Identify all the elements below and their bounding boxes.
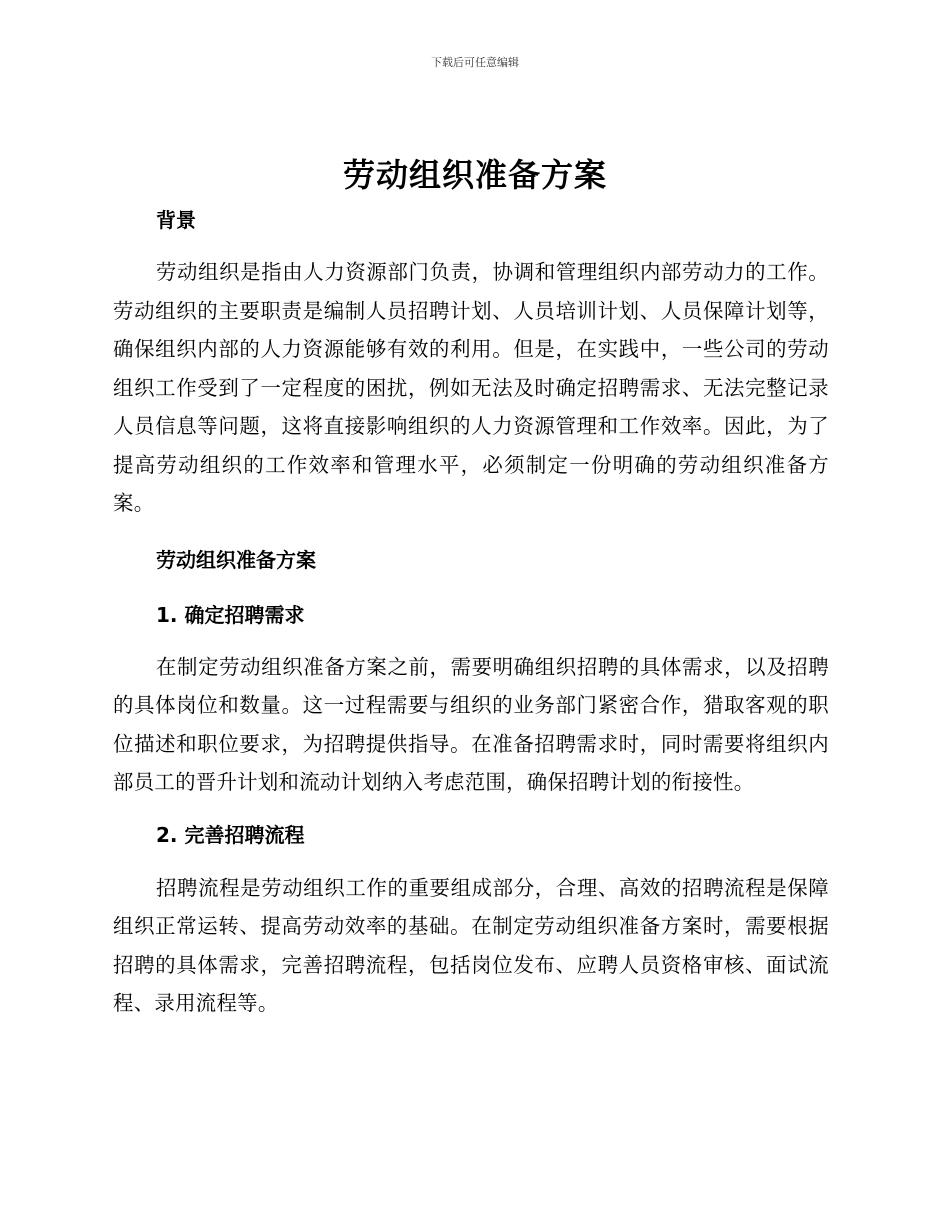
background-paragraph: 劳动组织是指由人力资源部门负责，协调和管理组织内部劳动力的工作。劳动组织的主要职责是编制人员招聘计划、人员培训计划、人员保障计划等，确保组织内部的人力资源能够有效的利用。但是，在实践中，一些公司的劳动组织工作受到了一定程度的困扰，例如无法及时确定招聘需求、无法完整记录人员信息等问题，这将直接影响组织的人力资源管理和工作效率。因此，为了提高劳动组织的工作效率和管理水平，必须制定一份明确的劳动组织准备方案。 [113, 260, 829, 515]
background-heading: 背景 [156, 208, 196, 232]
document-body [113, 205, 829, 1023]
plan-heading: 劳动组织准备方案 [156, 547, 316, 572]
item1-paragraph: 在制定劳动组织准备方案之前，需要明确组织招聘的具体需求，以及招聘的具体岗位和数量。这一过程需要与组织的业务部门紧密合作，猎取客观的职位描述和职位要求，为招聘提供指导。在准备招聘需求时，同时需要将组织内部员工的晋升计划和流动计划纳入考虑范围，确保招聘计划的衔接性。 [113, 654, 829, 794]
item1-heading: 1. 确定招聘需求 [156, 602, 305, 627]
header-note: 下载后可任意编辑 [431, 56, 519, 69]
item2-paragraph: 招聘流程是劳动组织工作的重要组成部分，合理、高效的招聘流程是保障组织正常运转、提高劳动效率的基础。在制定劳动组织准备方案时，需要根据招聘的具体需求，完善招聘流程，包括岗位发布、应聘人员资格审核、面试流程、录用流程等。 [113, 875, 829, 1015]
item2-heading: 2. 完善招聘流程 [156, 822, 305, 847]
document-title: 劳动组织准备方案 [342, 156, 607, 194]
